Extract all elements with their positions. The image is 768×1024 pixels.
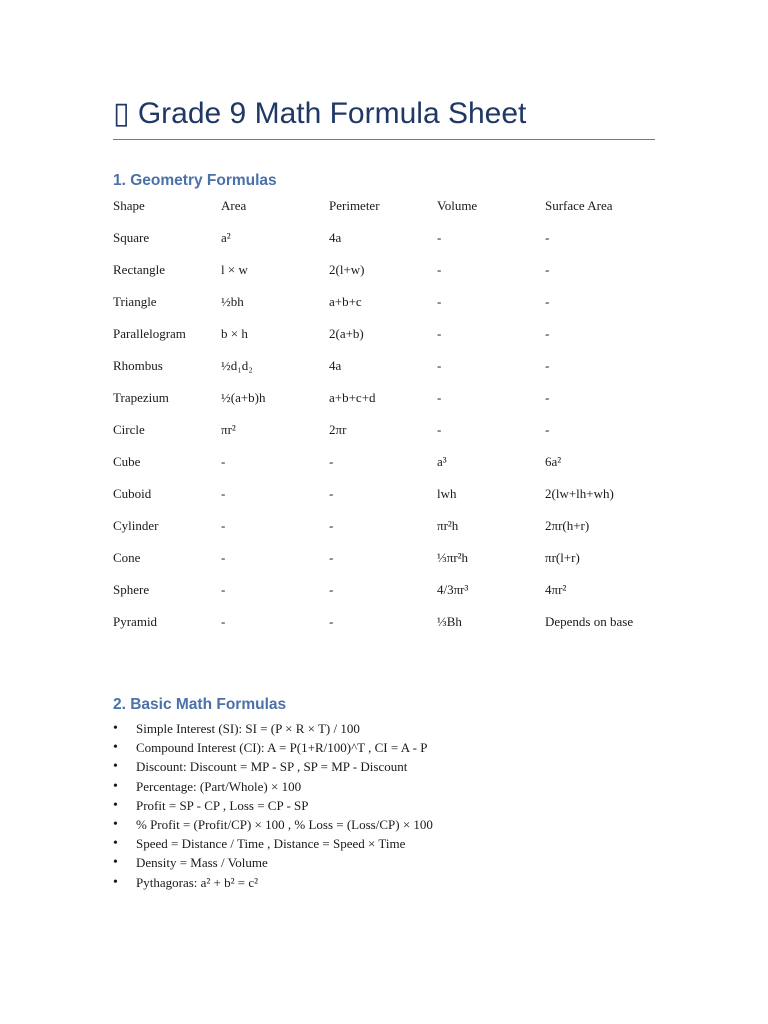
table-cell: Square [113,230,150,245]
table-row [113,324,655,356]
geometry-heading: 1. Geometry Formulas [113,172,277,189]
table-cell: 2(lw+lh+wh) [545,486,614,501]
list-item: • Pythagoras: a² + b² = c² [113,873,433,892]
column-header: Perimeter [329,198,380,213]
table-cell: - [437,390,442,405]
table-cell: Cone [113,550,141,565]
list-item: • Profit = SP - CP , Loss = CP - SP [113,796,433,815]
table-cell: 4πr² [545,582,567,597]
list-item: • Compound Interest (CI): A = P(1+R/100)^T , CI = A - P [113,738,433,757]
table-cell: - [221,518,226,533]
table-cell: Trapezium [113,390,169,405]
table-cell: Cube [113,454,141,469]
geometry-formula-table [113,196,655,652]
table-cell: - [545,230,550,245]
table-cell: - [545,422,550,437]
table-cell: - [221,614,226,629]
table-row [113,388,655,420]
table-cell: b × h [221,326,248,341]
table-row [113,356,655,388]
table-cell: 2(a+b) [329,326,364,341]
table-cell: - [545,390,550,405]
table-cell: a+b+c [329,294,362,309]
table-cell: 2πr [329,422,347,437]
table-cell: 2(l+w) [329,262,365,277]
column-header: Volume [437,198,478,213]
table-cell: Cylinder [113,518,159,533]
table-cell: l × w [221,262,248,277]
table-row [113,548,655,580]
table-cell: ½bh [221,294,244,309]
table-cell: Triangle [113,294,157,309]
basic-math-heading: 2. Basic Math Formulas [113,696,287,713]
list-item: • Simple Interest (SI): SI = (P × R × T) / 100 [113,719,433,738]
table-cell: Sphere [113,582,150,597]
table-cell: 2πr(h+r) [545,518,590,533]
table-cell: a³ [437,454,447,469]
table-cell: - [437,422,442,437]
table-cell: ⅓πr²h [437,550,469,565]
table-cell: ½d₁d₂ [221,358,253,373]
list-item: • Density = Mass / Volume [113,853,433,872]
table-row [113,452,655,484]
table-cell: - [545,358,550,373]
table-cell: Depends on base [545,614,634,629]
title-underline [113,139,655,140]
table-cell: - [437,230,442,245]
table-row [113,484,655,516]
list-item: • Percentage: (Part/Whole) × 100 [113,777,433,796]
table-cell: Rectangle [113,262,165,277]
table-cell: - [329,486,334,501]
basic-formula-list [113,719,433,892]
table-cell: - [545,294,550,309]
list-item: • % Profit = (Profit/CP) × 100 , % Loss = (Loss/CP) × 100 [113,815,433,834]
table-cell: a+b+c+d [329,390,376,405]
table-header-row [113,196,655,228]
table-cell: - [329,518,334,533]
table-cell: - [221,550,226,565]
list-item: • Speed = Distance / Time , Distance = Speed × Time [113,834,433,853]
table-row [113,228,655,260]
table-cell: - [221,486,226,501]
table-row [113,516,655,548]
table-cell: Parallelogram [113,326,186,341]
table-cell: a² [221,230,231,245]
table-cell: - [437,262,442,277]
table-cell: 4a [329,358,342,373]
table-cell: ⅓Bh [437,614,462,629]
table-cell: - [437,326,442,341]
table-row [113,580,655,612]
table-cell: 4a [329,230,342,245]
table-cell: - [221,454,226,469]
list-item: • Discount: Discount = MP - SP , SP = MP - Discount [113,757,433,776]
table-cell: Cuboid [113,486,152,501]
table-cell: - [329,550,334,565]
table-row [113,260,655,292]
table-cell: πr² [221,422,236,437]
table-cell: - [221,582,226,597]
column-header: Shape [113,198,145,213]
table-row [113,612,655,652]
table-cell: 4/3πr³ [437,582,469,597]
table-cell: 6a² [545,454,562,469]
table-cell: Rhombus [113,358,163,373]
table-cell: ½(a+b)h [221,390,266,405]
column-header: Area [221,198,247,213]
table-cell: - [545,262,550,277]
table-cell: - [329,614,334,629]
table-cell: πr²h [437,518,459,533]
page-title: ▯ Grade 9 Math Formula Sheet [113,97,527,130]
table-cell: lwh [437,486,457,501]
table-cell: - [437,294,442,309]
table-cell: - [329,582,334,597]
table-cell: - [329,454,334,469]
table-row [113,420,655,452]
table-cell: - [437,358,442,373]
table-cell: πr(l+r) [545,550,580,565]
table-row [113,292,655,324]
table-cell: Pyramid [113,614,158,629]
column-header: Surface Area [545,198,613,213]
table-cell: Circle [113,422,145,437]
table-cell: - [545,326,550,341]
